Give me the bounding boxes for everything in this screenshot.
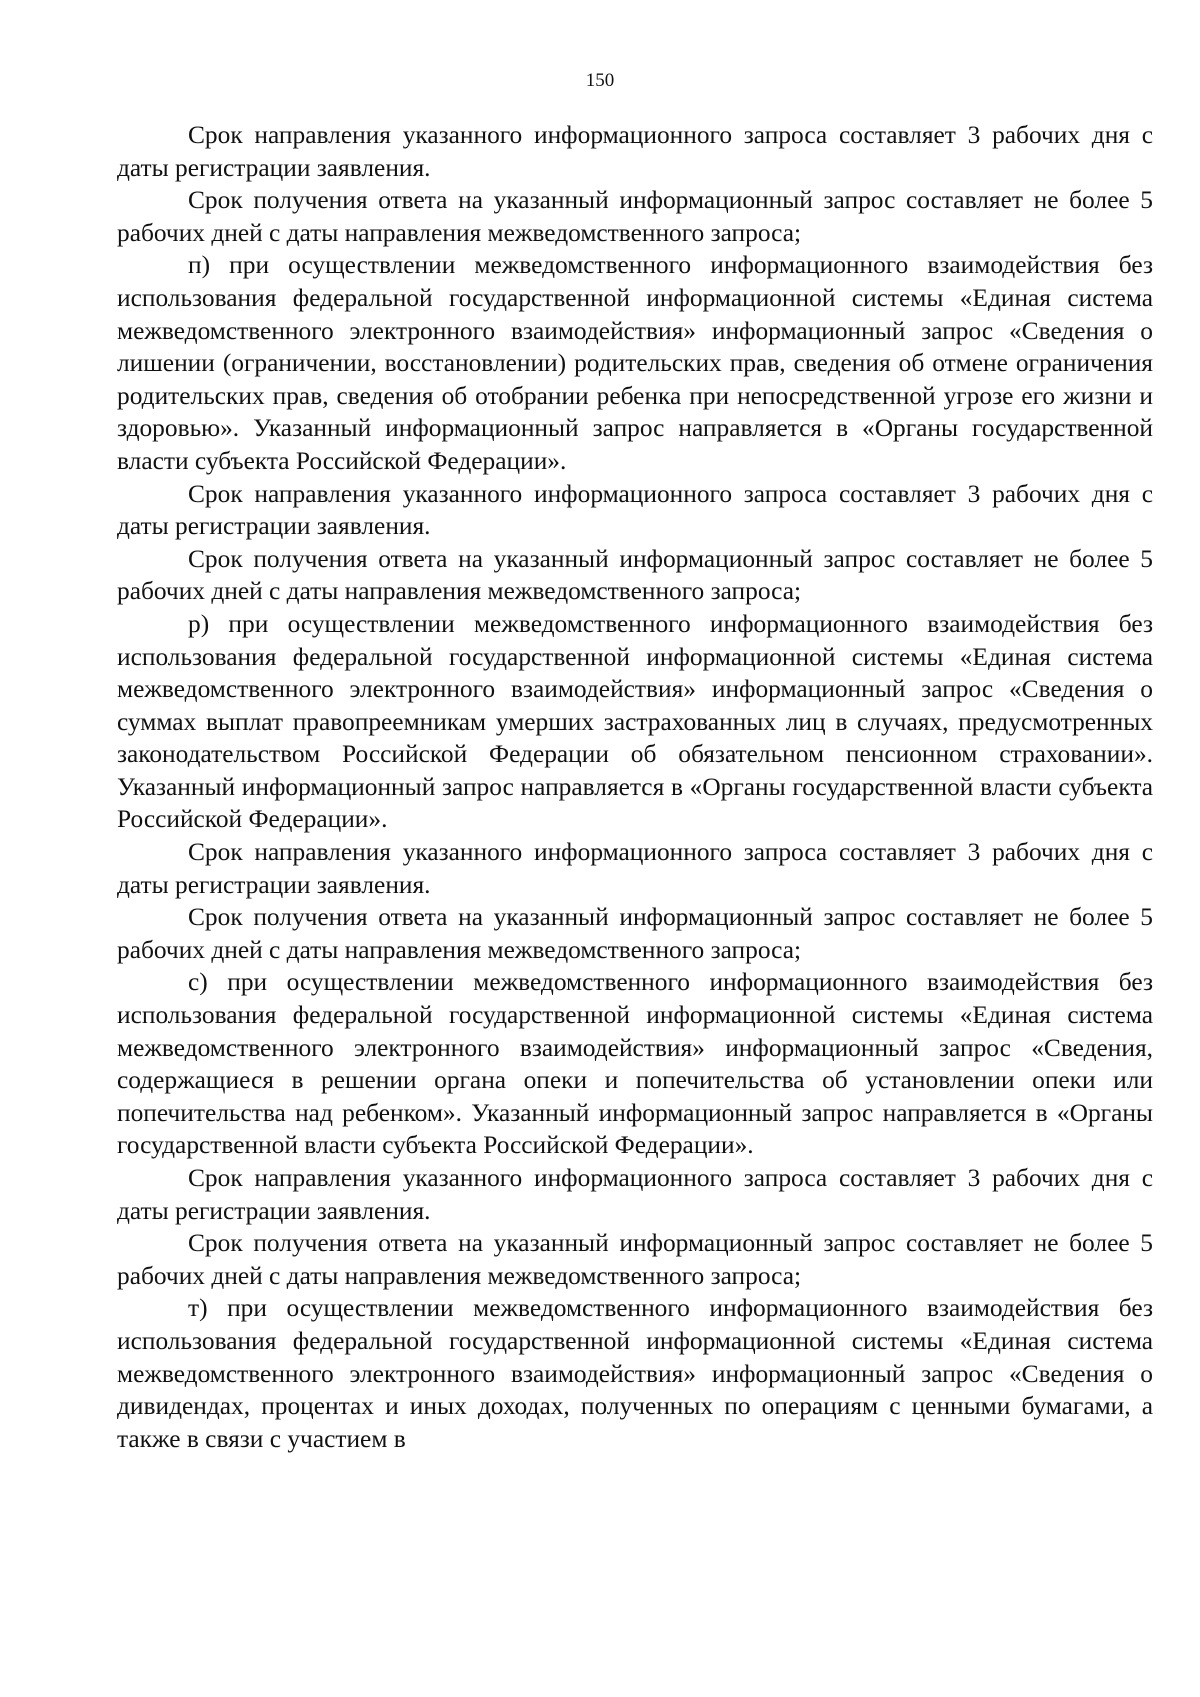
- paragraph-deadline-send-1: Срок направления указанного информационного запроса составляет 3 рабочих дня с даты регистрации заявления.: [117, 121, 1153, 182]
- page-number: 150: [585, 70, 615, 91]
- paragraph-deadline-send-2: Срок направления указанного информационного запроса составляет 3 рабочих дня с даты регистрации заявления.: [117, 479, 1153, 541]
- paragraph-deadline-response-2: Срок получения ответа на указанный информационный запрос составляет не более 5 рабочих дней с даты направления межведомственного запроса;: [117, 544, 1153, 606]
- paragraph-deadline-response-4: Срок получения ответа на указанный информационный запрос составляет не более 5 рабочих дней с даты направления межведомственного запроса;: [117, 1229, 1153, 1290]
- paragraph-deadline-response-1: Срок получения ответа на указанный информационный запрос составляет не более 5 рабочих дней с даты направления межведомственного запроса;: [117, 186, 1153, 247]
- paragraph-item-s: с) при осуществлении межведомственного информационного взаимодействия без использования федеральной государственной информационной системы «Единая система межведомственного электронного взаимодействия» информационный запрос «Сведения, содержащиеся в решении органа опеки и попечительства об установлении опеки или попечительства над ребенком». Указанный информационный запрос направляется в «Органы государственной власти субъекта Российской Федерации».: [117, 968, 1153, 1160]
- document-body: [117, 119, 1153, 1455]
- paragraph-deadline-send-4: Срок направления указанного информационного запроса составляет 3 рабочих дня с даты регистрации заявления.: [117, 1164, 1153, 1225]
- paragraph-item-r: р) при осуществлении межведомственного информационного взаимодействия без использования федеральной государственной информационной системы «Единая система межведомственного электронного взаимодействия» информационный запрос «Сведения о суммах выплат правопреемникам умерших застрахованных лиц в случаях, предусмотренных законодательством Российской Федерации об обязательном пенсионном страховании». Указанный информационный запрос направляется в «Органы государственной власти субъекта Российской Федерации».: [117, 609, 1153, 834]
- paragraph-deadline-send-3: Срок направления указанного информационного запроса составляет 3 рабочих дня с даты регистрации заявления.: [117, 838, 1153, 899]
- paragraph-item-p: п) при осуществлении межведомственного информационного взаимодействия без использования федеральной государственной информационной системы «Единая система межведомственного электронного взаимодействия» информационный запрос «Сведения о лишении (ограничении, восстановлении) родительских прав, сведения об отмене ограничения родительских прав, сведения об отобрании ребенка при непосредственной угрозе его жизни и здоровью». Указанный информационный запрос направляется в «Органы государственной власти субъекта Российской Федерации».: [117, 251, 1153, 475]
- paragraph-deadline-response-3: Срок получения ответа на указанный информационный запрос составляет не более 5 рабочих дней с даты направления межведомственного запроса;: [117, 903, 1153, 964]
- paragraph-item-t: т) при осуществлении межведомственного информационного взаимодействия без использования федеральной государственной информационной системы «Единая система межведомственного электронного взаимодействия» информационный запрос «Сведения о дивидендах, процентах и иных доходах, полученных по операциям с ценными бумагами, а также в связи с участием в: [117, 1294, 1153, 1453]
